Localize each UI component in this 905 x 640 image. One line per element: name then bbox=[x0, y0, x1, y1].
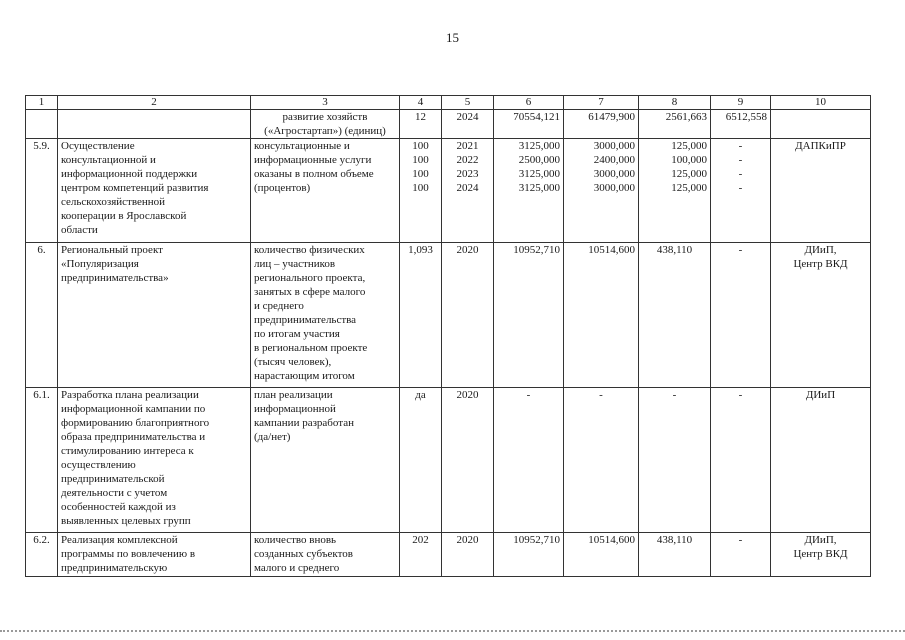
executor-cell: ДИиП bbox=[771, 388, 871, 533]
text-line: Центр ВКД bbox=[793, 548, 848, 560]
text-line: предпринимательской bbox=[61, 473, 165, 485]
text-line: деятельности с учетом bbox=[61, 487, 168, 499]
executor-cell bbox=[771, 243, 871, 388]
year-cell: 2024 bbox=[442, 110, 494, 139]
text-line: выявленных целевых групп bbox=[61, 515, 191, 527]
table-row bbox=[26, 139, 871, 243]
text-line: предпринимательскую bbox=[61, 562, 168, 574]
amount-cell bbox=[564, 139, 639, 243]
amount-line: - bbox=[738, 182, 743, 194]
value-line: 100 bbox=[412, 182, 429, 194]
row-number-cell: 6. bbox=[26, 243, 58, 388]
text-line: «Популяризация bbox=[61, 258, 139, 270]
amount-cell: - bbox=[711, 243, 771, 388]
executor-cell: ДАПКиПР bbox=[771, 139, 871, 243]
value-line: 100 bbox=[412, 154, 429, 166]
text-line: (тысяч человек), bbox=[254, 356, 332, 368]
indicator-cell bbox=[251, 110, 400, 139]
value-cell bbox=[400, 139, 442, 243]
text-line: информационные услуги bbox=[254, 154, 372, 166]
text-line: по итогам участия bbox=[254, 328, 340, 340]
amount-cell: 10952,710 bbox=[494, 533, 564, 577]
column-number: 5 bbox=[442, 96, 494, 110]
text-line: малого и среднего bbox=[254, 562, 340, 574]
indicator-cell bbox=[251, 533, 400, 577]
column-number: 1 bbox=[26, 96, 58, 110]
value-line: 100 bbox=[412, 140, 429, 152]
column-number: 10 bbox=[771, 96, 871, 110]
text-line: Центр ВКД bbox=[793, 258, 848, 270]
column-number: 8 bbox=[639, 96, 711, 110]
amount-line: 125,000 bbox=[671, 140, 707, 152]
text-line: (процентов) bbox=[254, 182, 311, 194]
year-cell: 2020 bbox=[442, 243, 494, 388]
text-line: занятых в сфере малого bbox=[254, 286, 366, 298]
amount-cell: - bbox=[494, 388, 564, 533]
table-row bbox=[26, 110, 871, 139]
amount-line: 3000,000 bbox=[593, 140, 635, 152]
text-line: план реализации bbox=[254, 389, 333, 401]
value-cell: 202 bbox=[400, 533, 442, 577]
year-line: 2021 bbox=[456, 140, 479, 152]
amount-cell: 10514,600 bbox=[564, 533, 639, 577]
text-line: формированию благоприятного bbox=[61, 417, 210, 429]
amount-line: 3000,000 bbox=[593, 182, 635, 194]
text-line: регионального проекта, bbox=[254, 272, 366, 284]
year-line: 2023 bbox=[456, 168, 479, 180]
text-line: предпринимательства» bbox=[61, 272, 169, 284]
value-cell: 1,093 bbox=[400, 243, 442, 388]
text-line: центром компетенций развития bbox=[61, 182, 209, 194]
amount-cell bbox=[639, 139, 711, 243]
page-number: 15 bbox=[446, 30, 459, 45]
amount-cell: - bbox=[639, 388, 711, 533]
text-line: лиц – участников bbox=[254, 258, 336, 270]
text-line: Осуществление bbox=[61, 140, 135, 152]
amount-cell: 438,110 bbox=[639, 533, 711, 577]
executor-cell bbox=[771, 110, 871, 139]
text-line: ДИиП, bbox=[804, 534, 837, 546]
indicator-cell bbox=[251, 388, 400, 533]
value-cell: да bbox=[400, 388, 442, 533]
text-line: Разработка плана реализации bbox=[61, 389, 199, 401]
text-line: консультационной и bbox=[61, 154, 156, 166]
text-line: кампании разработан bbox=[254, 417, 354, 429]
text-line: предпринимательства bbox=[254, 314, 357, 326]
text-line: особенностей каждой из bbox=[61, 501, 176, 513]
amount-cell: - bbox=[711, 388, 771, 533]
column-number: 2 bbox=[58, 96, 251, 110]
text-line: (да/нет) bbox=[254, 431, 291, 443]
amount-cell: - bbox=[564, 388, 639, 533]
text-line: нарастающим итогом bbox=[254, 370, 355, 382]
amount-line: 125,000 bbox=[671, 168, 707, 180]
amount-line: - bbox=[738, 168, 743, 180]
amount-cell: 438,110 bbox=[639, 243, 711, 388]
text-line: кооперации в Ярославской bbox=[61, 210, 187, 222]
year-cell bbox=[442, 139, 494, 243]
amount-line: 3125,000 bbox=[518, 182, 560, 194]
amount-line: - bbox=[738, 154, 743, 166]
year-line: 2022 bbox=[456, 154, 479, 166]
text-line: созданных субъектов bbox=[254, 548, 353, 560]
column-number-row bbox=[26, 96, 871, 110]
amount-line: 2500,000 bbox=[518, 154, 560, 166]
text-line: информационной поддержки bbox=[61, 168, 198, 180]
amount-line: 3125,000 bbox=[518, 168, 560, 180]
text-line: Региональный проект bbox=[61, 244, 163, 256]
text-line: развитие хозяйств bbox=[282, 111, 368, 123]
value-cell: 12 bbox=[400, 110, 442, 139]
amount-cell: 61479,900 bbox=[564, 110, 639, 139]
text-line: информационной bbox=[254, 403, 336, 415]
amount-line: 3000,000 bbox=[593, 168, 635, 180]
amount-line: 100,000 bbox=[671, 154, 707, 166]
indicator-cell bbox=[251, 139, 400, 243]
year-line: 2024 bbox=[456, 182, 479, 194]
amount-cell: 6512,558 bbox=[711, 110, 771, 139]
column-number: 4 bbox=[400, 96, 442, 110]
text-line: области bbox=[61, 224, 98, 236]
amount-cell bbox=[711, 139, 771, 243]
text-line: количество физических bbox=[254, 244, 365, 256]
table-row bbox=[26, 533, 871, 577]
table-row bbox=[26, 388, 871, 533]
program-table bbox=[25, 95, 871, 577]
amount-cell: 10952,710 bbox=[494, 243, 564, 388]
text-line: информационной кампании по bbox=[61, 403, 206, 415]
table-row bbox=[26, 243, 871, 388]
column-number: 6 bbox=[494, 96, 564, 110]
amount-line: 2400,000 bbox=[593, 154, 635, 166]
activity-name-cell bbox=[58, 110, 251, 139]
activity-name-cell bbox=[58, 243, 251, 388]
text-line: оказаны в полном объеме bbox=[254, 168, 374, 180]
activity-name-cell bbox=[58, 533, 251, 577]
text-line: стимулированию интереса к bbox=[61, 445, 194, 457]
amount-line: 125,000 bbox=[671, 182, 707, 194]
column-number: 9 bbox=[711, 96, 771, 110]
year-cell: 2020 bbox=[442, 533, 494, 577]
text-line: ДИиП, bbox=[804, 244, 837, 256]
text-line: программы по вовлечению в bbox=[61, 548, 196, 560]
amount-cell: - bbox=[711, 533, 771, 577]
text-line: («Агростартап») (единиц) bbox=[264, 125, 386, 137]
amount-cell bbox=[494, 139, 564, 243]
text-line: сельскохозяйственной bbox=[61, 196, 166, 208]
indicator-cell bbox=[251, 243, 400, 388]
activity-name-cell bbox=[58, 139, 251, 243]
amount-line: 3125,000 bbox=[518, 140, 560, 152]
amount-cell: 10514,600 bbox=[564, 243, 639, 388]
row-number-cell: 6.2. bbox=[26, 533, 58, 577]
row-number-cell: 6.1. bbox=[26, 388, 58, 533]
text-line: образа предпринимательства и bbox=[61, 431, 206, 443]
text-line: и среднего bbox=[254, 300, 304, 312]
text-line: Реализация комплексной bbox=[61, 534, 178, 546]
amount-line: - bbox=[738, 140, 743, 152]
amount-cell: 2561,663 bbox=[639, 110, 711, 139]
column-number: 7 bbox=[564, 96, 639, 110]
page-bottom-rule bbox=[0, 630, 905, 632]
text-line: консультационные и bbox=[254, 140, 350, 152]
executor-cell bbox=[771, 533, 871, 577]
row-number-cell: 5.9. bbox=[26, 139, 58, 243]
text-line: осуществлению bbox=[61, 459, 136, 471]
column-number: 3 bbox=[251, 96, 400, 110]
activity-name-cell bbox=[58, 388, 251, 533]
value-line: 100 bbox=[412, 168, 429, 180]
year-cell: 2020 bbox=[442, 388, 494, 533]
text-line: количество вновь bbox=[254, 534, 337, 546]
row-number-cell bbox=[26, 110, 58, 139]
amount-cell: 70554,121 bbox=[494, 110, 564, 139]
text-line: в региональном проекте bbox=[254, 342, 368, 354]
